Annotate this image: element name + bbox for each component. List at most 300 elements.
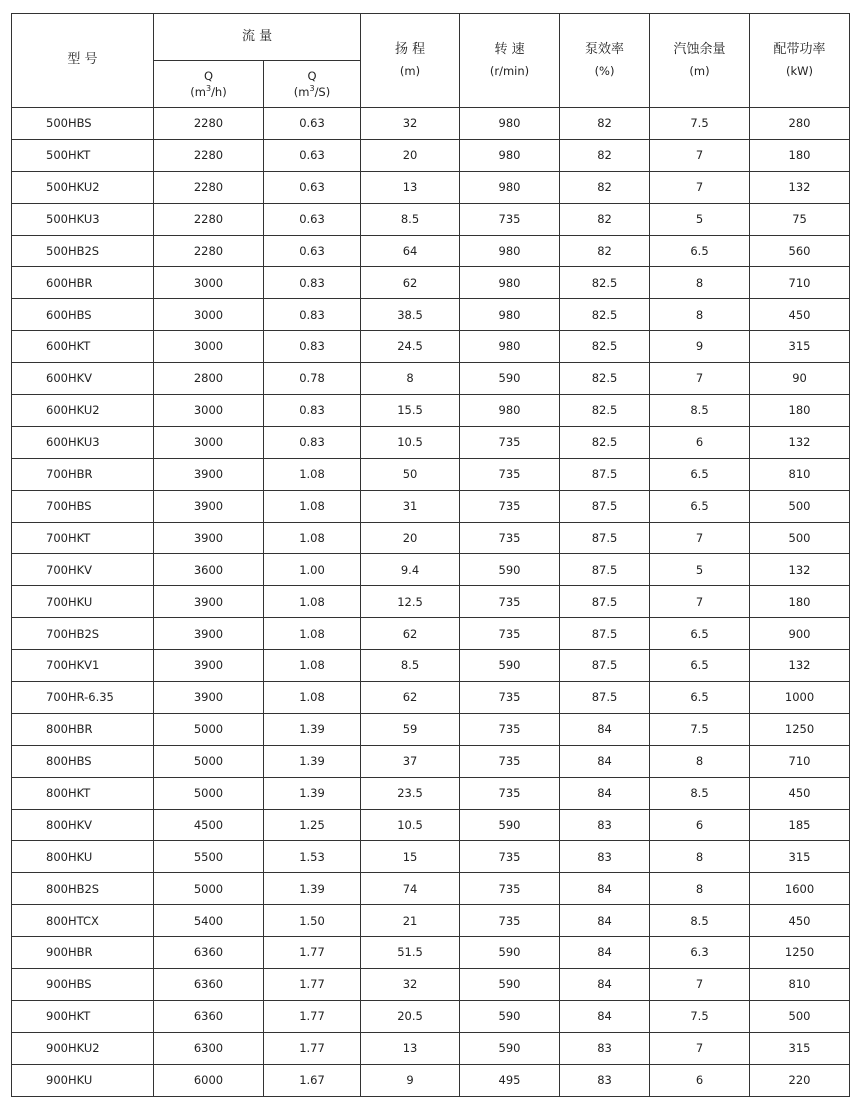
- table-row: [12, 267, 850, 299]
- cell-flow-m3s: 1.39: [264, 745, 361, 777]
- cell-power: 132: [750, 650, 850, 682]
- cell-power: 1250: [750, 713, 850, 745]
- cell-head: 62: [361, 618, 460, 650]
- cell-head: 38.5: [361, 299, 460, 331]
- cell-head: 62: [361, 267, 460, 299]
- cell-power: 132: [750, 554, 850, 586]
- cell-flow-m3h: 3000: [154, 426, 264, 458]
- cell-model: 800HB2S: [12, 873, 154, 905]
- cell-head: 8.5: [361, 650, 460, 682]
- cell-flow-m3s: 1.67: [264, 1064, 361, 1096]
- cell-head: 62: [361, 682, 460, 714]
- cell-efficiency: 82.5: [560, 395, 650, 427]
- cell-efficiency: 84: [560, 745, 650, 777]
- cell-npsh: 6.5: [650, 458, 750, 490]
- cell-head: 8.5: [361, 203, 460, 235]
- header-flow-m3h: [154, 61, 264, 108]
- cell-speed: 735: [460, 873, 560, 905]
- table-row: [12, 395, 850, 427]
- cell-npsh: 7.5: [650, 1000, 750, 1032]
- cell-speed: 590: [460, 1000, 560, 1032]
- header-power: [750, 14, 850, 108]
- header-efficiency: [560, 14, 650, 108]
- cell-efficiency: 82: [560, 108, 650, 140]
- cell-flow-m3s: 0.63: [264, 171, 361, 203]
- cell-head: 32: [361, 108, 460, 140]
- cell-head: 20.5: [361, 1000, 460, 1032]
- cell-npsh: 7.5: [650, 108, 750, 140]
- cell-npsh: 8: [650, 745, 750, 777]
- cell-npsh: 8: [650, 841, 750, 873]
- cell-efficiency: 82: [560, 235, 650, 267]
- cell-flow-m3s: 0.78: [264, 363, 361, 395]
- cell-head: 13: [361, 171, 460, 203]
- table-row: [12, 937, 850, 969]
- cell-head: 10.5: [361, 426, 460, 458]
- cell-power: 220: [750, 1064, 850, 1096]
- cell-power: 75: [750, 203, 850, 235]
- cell-npsh: 8.5: [650, 395, 750, 427]
- cell-flow-m3h: 6300: [154, 1032, 264, 1064]
- cell-power: 710: [750, 267, 850, 299]
- cell-flow-m3s: 1.08: [264, 586, 361, 618]
- cell-head: 59: [361, 713, 460, 745]
- table-row: [12, 873, 850, 905]
- cell-power: 180: [750, 395, 850, 427]
- cell-speed: 735: [460, 777, 560, 809]
- cell-efficiency: 84: [560, 713, 650, 745]
- table-row: [12, 809, 850, 841]
- cell-speed: 735: [460, 841, 560, 873]
- cell-efficiency: 87.5: [560, 650, 650, 682]
- cell-efficiency: 87.5: [560, 682, 650, 714]
- cell-head: 15: [361, 841, 460, 873]
- cell-efficiency: 84: [560, 1000, 650, 1032]
- cell-head: 13: [361, 1032, 460, 1064]
- cell-efficiency: 83: [560, 1064, 650, 1096]
- cell-model: 700HR-6.35: [12, 682, 154, 714]
- cell-power: 1600: [750, 873, 850, 905]
- table-row: [12, 1032, 850, 1064]
- cell-model: 900HKT: [12, 1000, 154, 1032]
- cell-model: 900HBS: [12, 969, 154, 1001]
- cell-head: 20: [361, 522, 460, 554]
- cell-model: 700HKV1: [12, 650, 154, 682]
- cell-flow-m3s: 0.83: [264, 267, 361, 299]
- header-head-unit: (m): [399, 64, 421, 79]
- cell-power: 315: [750, 1032, 850, 1064]
- cell-speed: 980: [460, 171, 560, 203]
- cell-power: 500: [750, 490, 850, 522]
- cell-efficiency: 87.5: [560, 586, 650, 618]
- cell-speed: 590: [460, 937, 560, 969]
- cell-head: 24.5: [361, 331, 460, 363]
- table-row: [12, 171, 850, 203]
- cell-npsh: 5: [650, 203, 750, 235]
- cell-model: 500HKU2: [12, 171, 154, 203]
- header-flow-m3h-symbol: Q: [203, 69, 214, 84]
- table-row: [12, 299, 850, 331]
- cell-npsh: 7: [650, 969, 750, 1001]
- cell-flow-m3h: 5400: [154, 905, 264, 937]
- cell-model: 600HKT: [12, 331, 154, 363]
- header-flow-m3h-unit: $(m^3/h)$: [190, 83, 227, 99]
- cell-efficiency: 82.5: [560, 331, 650, 363]
- cell-flow-m3s: 1.25: [264, 809, 361, 841]
- cell-flow-m3s: 0.83: [264, 299, 361, 331]
- table-row: [12, 426, 850, 458]
- table-row: [12, 235, 850, 267]
- cell-flow-m3h: 3000: [154, 267, 264, 299]
- cell-npsh: 7: [650, 139, 750, 171]
- cell-efficiency: 83: [560, 1032, 650, 1064]
- cell-model: 500HKT: [12, 139, 154, 171]
- cell-head: 12.5: [361, 586, 460, 618]
- cell-speed: 590: [460, 809, 560, 841]
- cell-speed: 590: [460, 969, 560, 1001]
- cell-model: 700HBR: [12, 458, 154, 490]
- cell-efficiency: 84: [560, 873, 650, 905]
- cell-power: 185: [750, 809, 850, 841]
- table-row: [12, 363, 850, 395]
- table-body: [12, 108, 850, 1097]
- cell-npsh: 8: [650, 873, 750, 905]
- cell-flow-m3h: 4500: [154, 809, 264, 841]
- cell-head: 50: [361, 458, 460, 490]
- cell-flow-m3s: 1.77: [264, 1000, 361, 1032]
- cell-power: 450: [750, 299, 850, 331]
- cell-flow-m3s: 1.77: [264, 937, 361, 969]
- cell-head: 15.5: [361, 395, 460, 427]
- cell-flow-m3s: 1.08: [264, 650, 361, 682]
- cell-power: 1250: [750, 937, 850, 969]
- cell-efficiency: 82.5: [560, 426, 650, 458]
- cell-efficiency: 84: [560, 905, 650, 937]
- cell-speed: 980: [460, 235, 560, 267]
- header-head-label: 扬 程: [394, 42, 426, 58]
- cell-npsh: 7: [650, 586, 750, 618]
- table-row: [12, 745, 850, 777]
- cell-model: 700HKV: [12, 554, 154, 586]
- cell-efficiency: 84: [560, 777, 650, 809]
- cell-flow-m3h: 3900: [154, 522, 264, 554]
- table-row: [12, 522, 850, 554]
- cell-power: 280: [750, 108, 850, 140]
- cell-efficiency: 82.5: [560, 299, 650, 331]
- cell-flow-m3h: 2280: [154, 171, 264, 203]
- cell-speed: 590: [460, 363, 560, 395]
- cell-flow-m3h: 5000: [154, 745, 264, 777]
- cell-flow-m3h: 3000: [154, 331, 264, 363]
- pump-spec-table: [11, 13, 850, 1097]
- cell-model: 800HKT: [12, 777, 154, 809]
- header-flow-m3s-unit: $(m^3/S)$: [293, 83, 331, 99]
- cell-npsh: 6.5: [650, 618, 750, 650]
- cell-flow-m3s: 1.08: [264, 618, 361, 650]
- cell-power: 810: [750, 458, 850, 490]
- cell-head: 37: [361, 745, 460, 777]
- cell-npsh: 6: [650, 426, 750, 458]
- cell-npsh: 6.5: [650, 235, 750, 267]
- cell-model: 800HTCX: [12, 905, 154, 937]
- cell-head: 23.5: [361, 777, 460, 809]
- cell-flow-m3s: 0.83: [264, 426, 361, 458]
- cell-power: 560: [750, 235, 850, 267]
- cell-efficiency: 83: [560, 809, 650, 841]
- cell-efficiency: 87.5: [560, 458, 650, 490]
- header-power-unit: (kW): [786, 64, 814, 79]
- cell-speed: 980: [460, 331, 560, 363]
- table-row: [12, 905, 850, 937]
- cell-head: 9: [361, 1064, 460, 1096]
- cell-flow-m3h: 2280: [154, 235, 264, 267]
- cell-npsh: 9: [650, 331, 750, 363]
- cell-model: 600HBS: [12, 299, 154, 331]
- cell-flow-m3s: 0.83: [264, 331, 361, 363]
- table-row: [12, 108, 850, 140]
- header-speed-label: 转 速: [494, 42, 525, 58]
- cell-speed: 980: [460, 139, 560, 171]
- cell-efficiency: 87.5: [560, 618, 650, 650]
- header-efficiency-unit: (%): [594, 64, 615, 79]
- header-npsh-unit: (m): [689, 64, 710, 79]
- cell-power: 710: [750, 745, 850, 777]
- cell-flow-m3s: 1.77: [264, 969, 361, 1001]
- table-header: [12, 14, 850, 108]
- table-row: [12, 1064, 850, 1096]
- cell-model: 700HKT: [12, 522, 154, 554]
- cell-speed: 735: [460, 682, 560, 714]
- table-row: [12, 458, 850, 490]
- cell-flow-m3s: 1.77: [264, 1032, 361, 1064]
- cell-flow-m3h: 3600: [154, 554, 264, 586]
- cell-model: 500HKU3: [12, 203, 154, 235]
- cell-flow-m3h: 3000: [154, 395, 264, 427]
- cell-flow-m3s: 1.39: [264, 777, 361, 809]
- cell-flow-m3h: 5500: [154, 841, 264, 873]
- cell-flow-m3h: 6360: [154, 937, 264, 969]
- cell-efficiency: 82: [560, 203, 650, 235]
- table-row: [12, 586, 850, 618]
- cell-head: 31: [361, 490, 460, 522]
- cell-speed: 590: [460, 650, 560, 682]
- cell-power: 450: [750, 777, 850, 809]
- cell-power: 500: [750, 1000, 850, 1032]
- cell-speed: 735: [460, 586, 560, 618]
- cell-speed: 590: [460, 1032, 560, 1064]
- cell-power: 315: [750, 841, 850, 873]
- cell-head: 20: [361, 139, 460, 171]
- cell-model: 700HKU: [12, 586, 154, 618]
- cell-model: 700HB2S: [12, 618, 154, 650]
- cell-efficiency: 87.5: [560, 554, 650, 586]
- cell-speed: 735: [460, 905, 560, 937]
- header-flow-m3s: [264, 61, 361, 108]
- cell-model: 800HBS: [12, 745, 154, 777]
- cell-flow-m3h: 3900: [154, 682, 264, 714]
- cell-flow-m3h: 3900: [154, 490, 264, 522]
- header-head: [361, 14, 460, 108]
- cell-flow-m3h: 3900: [154, 586, 264, 618]
- cell-power: 180: [750, 139, 850, 171]
- header-speed: [460, 14, 560, 108]
- cell-speed: 735: [460, 745, 560, 777]
- cell-flow-m3s: 1.39: [264, 713, 361, 745]
- cell-model: 900HKU2: [12, 1032, 154, 1064]
- cell-head: 51.5: [361, 937, 460, 969]
- cell-npsh: 6.3: [650, 937, 750, 969]
- cell-npsh: 7.5: [650, 713, 750, 745]
- cell-npsh: 6.5: [650, 682, 750, 714]
- header-flow: 流 量: [154, 14, 361, 61]
- cell-model: 900HKU: [12, 1064, 154, 1096]
- cell-efficiency: 83: [560, 841, 650, 873]
- cell-efficiency: 82.5: [560, 363, 650, 395]
- cell-head: 8: [361, 363, 460, 395]
- cell-npsh: 7: [650, 171, 750, 203]
- cell-npsh: 6: [650, 1064, 750, 1096]
- cell-power: 315: [750, 331, 850, 363]
- cell-npsh: 6.5: [650, 490, 750, 522]
- cell-npsh: 8.5: [650, 777, 750, 809]
- cell-flow-m3h: 2800: [154, 363, 264, 395]
- cell-speed: 735: [460, 426, 560, 458]
- cell-power: 180: [750, 586, 850, 618]
- cell-power: 90: [750, 363, 850, 395]
- cell-efficiency: 84: [560, 937, 650, 969]
- cell-speed: 735: [460, 522, 560, 554]
- cell-npsh: 8.5: [650, 905, 750, 937]
- cell-efficiency: 87.5: [560, 522, 650, 554]
- cell-flow-m3h: 5000: [154, 777, 264, 809]
- cell-flow-m3h: 5000: [154, 873, 264, 905]
- cell-flow-m3s: 1.08: [264, 490, 361, 522]
- cell-power: 450: [750, 905, 850, 937]
- cell-efficiency: 82.5: [560, 267, 650, 299]
- cell-model: 900HBR: [12, 937, 154, 969]
- cell-efficiency: 84: [560, 969, 650, 1001]
- cell-flow-m3s: 1.53: [264, 841, 361, 873]
- cell-model: 800HKV: [12, 809, 154, 841]
- cell-flow-m3s: 0.83: [264, 395, 361, 427]
- cell-efficiency: 87.5: [560, 490, 650, 522]
- cell-npsh: 7: [650, 363, 750, 395]
- cell-flow-m3h: 3000: [154, 299, 264, 331]
- cell-flow-m3h: 6360: [154, 969, 264, 1001]
- table-row: [12, 554, 850, 586]
- cell-flow-m3s: 0.63: [264, 108, 361, 140]
- cell-head: 32: [361, 969, 460, 1001]
- cell-model: 600HKU3: [12, 426, 154, 458]
- cell-npsh: 8: [650, 299, 750, 331]
- cell-power: 810: [750, 969, 850, 1001]
- table-row: [12, 618, 850, 650]
- cell-head: 9.4: [361, 554, 460, 586]
- cell-model: 700HBS: [12, 490, 154, 522]
- cell-model: 600HKV: [12, 363, 154, 395]
- cell-npsh: 6: [650, 809, 750, 841]
- cell-flow-m3h: 6360: [154, 1000, 264, 1032]
- cell-npsh: 7: [650, 1032, 750, 1064]
- cell-npsh: 6.5: [650, 650, 750, 682]
- cell-speed: 735: [460, 458, 560, 490]
- table-row: [12, 969, 850, 1001]
- header-npsh-label: 汽蚀余量: [673, 42, 726, 58]
- cell-npsh: 8: [650, 267, 750, 299]
- cell-head: 21: [361, 905, 460, 937]
- table-row: [12, 841, 850, 873]
- header-model: 型 号: [12, 14, 154, 108]
- cell-speed: 980: [460, 267, 560, 299]
- cell-flow-m3s: 1.39: [264, 873, 361, 905]
- header-efficiency-label: 泵效率: [585, 42, 625, 58]
- cell-power: 1000: [750, 682, 850, 714]
- cell-speed: 735: [460, 203, 560, 235]
- cell-flow-m3s: 0.63: [264, 139, 361, 171]
- cell-speed: 735: [460, 490, 560, 522]
- header-power-label: 配带功率: [773, 42, 826, 58]
- cell-model: 600HBR: [12, 267, 154, 299]
- cell-power: 900: [750, 618, 850, 650]
- cell-flow-m3s: 1.08: [264, 682, 361, 714]
- cell-speed: 495: [460, 1064, 560, 1096]
- cell-head: 74: [361, 873, 460, 905]
- cell-flow-m3s: 1.50: [264, 905, 361, 937]
- cell-model: 600HKU2: [12, 395, 154, 427]
- cell-speed: 735: [460, 713, 560, 745]
- cell-model: 800HBR: [12, 713, 154, 745]
- header-speed-unit: (r/min): [489, 64, 530, 79]
- cell-flow-m3h: 2280: [154, 203, 264, 235]
- cell-flow-m3s: 0.63: [264, 203, 361, 235]
- cell-speed: 590: [460, 554, 560, 586]
- cell-flow-m3h: 2280: [154, 139, 264, 171]
- cell-model: 500HBS: [12, 108, 154, 140]
- cell-head: 64: [361, 235, 460, 267]
- cell-efficiency: 82: [560, 171, 650, 203]
- cell-flow-m3s: 1.08: [264, 522, 361, 554]
- cell-speed: 980: [460, 108, 560, 140]
- table-row: [12, 490, 850, 522]
- cell-flow-m3h: 6000: [154, 1064, 264, 1096]
- cell-power: 132: [750, 426, 850, 458]
- table-row: [12, 139, 850, 171]
- table-row: [12, 650, 850, 682]
- header-npsh: [650, 14, 750, 108]
- cell-efficiency: 82: [560, 139, 650, 171]
- cell-flow-m3s: 1.08: [264, 458, 361, 490]
- cell-model: 500HB2S: [12, 235, 154, 267]
- cell-head: 10.5: [361, 809, 460, 841]
- table-row: [12, 203, 850, 235]
- cell-speed: 980: [460, 395, 560, 427]
- cell-flow-m3s: 1.00: [264, 554, 361, 586]
- table-row: [12, 1000, 850, 1032]
- table-row: [12, 682, 850, 714]
- table-row: [12, 777, 850, 809]
- cell-flow-m3h: 3900: [154, 650, 264, 682]
- cell-power: 132: [750, 171, 850, 203]
- cell-flow-m3h: 3900: [154, 458, 264, 490]
- cell-flow-m3h: 2280: [154, 108, 264, 140]
- cell-flow-m3s: 0.63: [264, 235, 361, 267]
- cell-speed: 980: [460, 299, 560, 331]
- cell-speed: 735: [460, 618, 560, 650]
- cell-npsh: 7: [650, 522, 750, 554]
- cell-npsh: 5: [650, 554, 750, 586]
- table-row: [12, 331, 850, 363]
- cell-flow-m3h: 3900: [154, 618, 264, 650]
